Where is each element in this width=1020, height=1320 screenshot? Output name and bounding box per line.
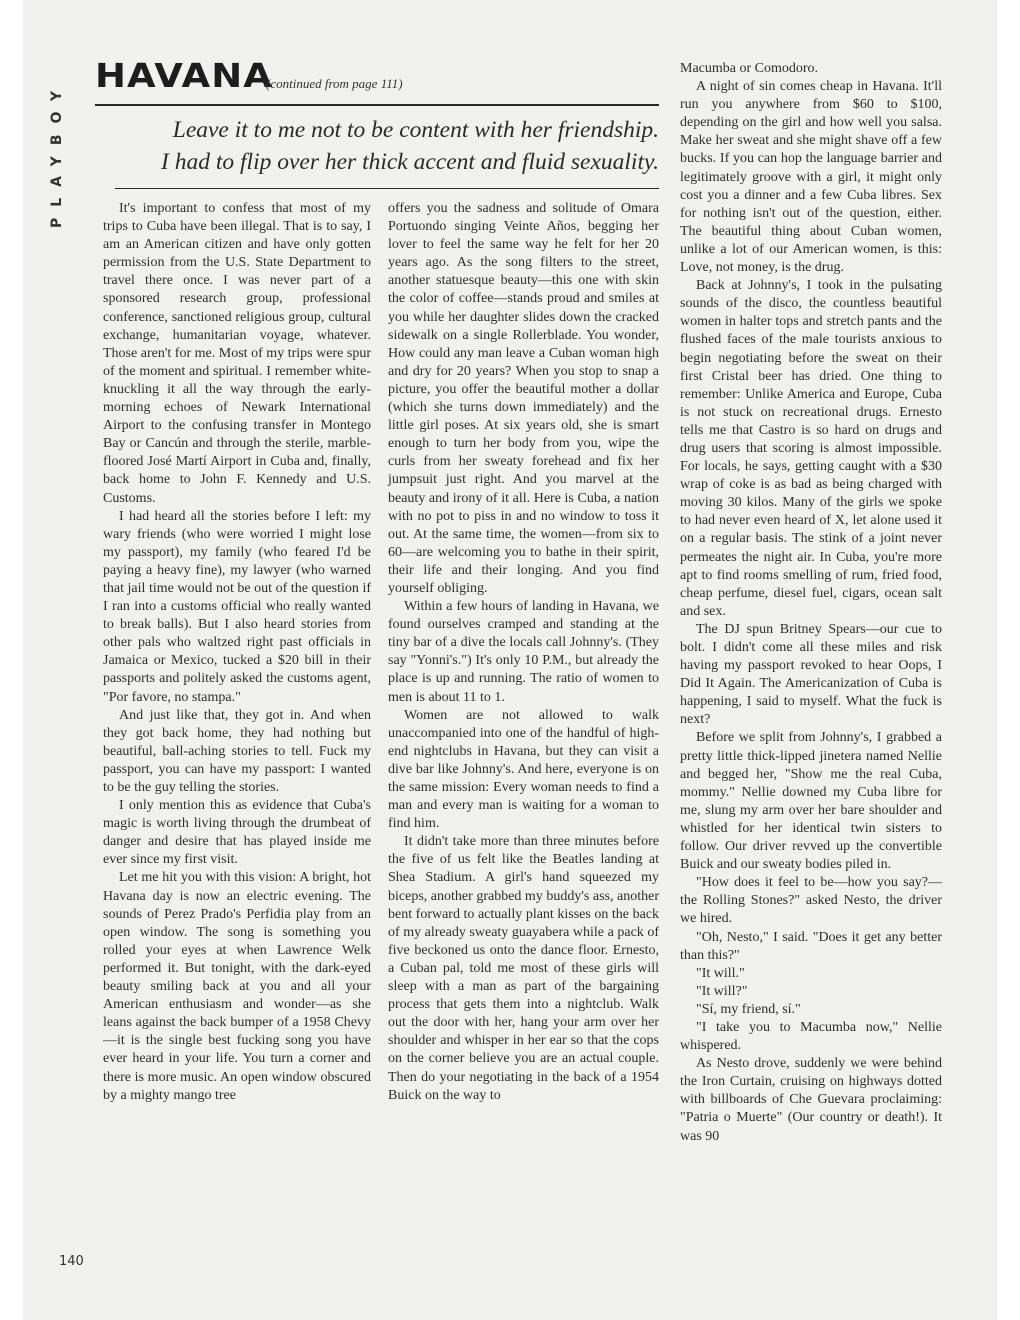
paragraph: It didn't take more than three minutes before the five of us felt like the Beatles landing at Shea Stadium. A girl's hand squeezed my biceps, another grabbed my buddy's ass, another bent forward to actually plant kisses on the back of my already sweaty guayabera while a pack of five beckoned us onto the dance floor. Ernesto, a Cuban pal, told me most of these girls will sleep with a man as part of the bargaining process that gets them into a nightclub. Walk out the door with her, hang your arm over her shoulder and whisper in her ear so that the cops on the corner believe you are an actual couple. Then do your negotiating in the back of a 1954 Buick on the way to bbox=[388, 834, 659, 1103]
paragraph: Women are not allowed to walk unaccompanied into one of the handful of high-end nightclubs in Havana, but they can visit a dive bar like Johnny's. And here, everyone is on the same mission: Every woman needs to find a man and every man is waiting for a woman to find him. bbox=[388, 707, 659, 832]
paragraph: "It will?" bbox=[696, 983, 748, 999]
paragraph: offers you the sadness and solitude of Omara Portuondo singing Veinte Años, begging her lover to feel the same way he felt for her 20 years ago. As the song filters to the street, another statuesque beauty—this one with skin the color of coffee—stands proud and smiles at you while her daughter slides down the cracked sidewalk on a single Rollerblade. You wonder, How could any man leave a Cuban woman high and dry for 20 years? When you stop to snap a picture, you offer the beautiful mother a dollar (which she turns down immediately) and the little girl poses. At six years old, she is smart enough to turn her body from you, wipe the curls from her sweaty forehead and fix her jumpsuit just right. And you marvel at the beauty and irony of it all. Here is Cuba, a nation with no pot to piss in and no window to toss it out. At the same time, the women—from six to 60—are welcoming you to bathe in their spirit, their life and their longing. And you find yourself obliging. bbox=[388, 201, 659, 596]
paragraph: It's important to confess that most of my trips to Cuba have been illegal. That is to say, I am an American citizen and have only gotten permission from the U.S. State Department to travel there once. I was never part of a sponsored research group, professional conference, sanctioned religious group, cultural exchange, humanitarian voyage, whatever. Those aren't for me. Most of my trips were spur of the moment and spiritual. I remember white-knuckling it all the way through the early-morning echoes of Newark International Airport to the confusing transfer in Montego Bay or Cancún and through the sterile, marble-floored José Martí Airport in Cuba and, finally, back home to John F. Kennedy and U.S. Customs. bbox=[103, 201, 371, 506]
paragraph: I had heard all the stories before I left: my wary friends (who were worried I might lose my passport), my family (who feared I'd be paying a heavy fine), my lawyer (who warned that jail time would not be out of the question if I ran into a customs official who really wanted to break balls). But I also heard stories from other pals who waltzed right past officials in Jamaica or Mexico, tucked a $20 bill in their passports and politely asked the customs agent, "Por favore, no stampa." bbox=[103, 508, 371, 705]
paragraph: Before we split from Johnny's, I grabbed a pretty little thick-lipped jinetera named Nellie and begged her, "Show me the real Cuba, mommy." Nellie downed my Cuba libre for me, slung my arm over her bare shoulder and whistled for her identical twin sisters to follow. Our driver revved up the convertible Buick and our sweaty bodies piled in. bbox=[680, 730, 942, 873]
paragraph: Back at Johnny's, I took in the pulsating sounds of the disco, the countless beautiful women in halter tops and stretch pants and the flushed faces of the male tourists anxious to begin negotiating before the sweat on their first Cristal beer has dried. One thing to remember: Unlike America and Europe, Cuba is not stuck on recreational drugs. Ernesto tells me that Castro is so hard on drugs and drug users that scoring is almost impossible. For locals, he says, getting caught with a $30 wrap of coke is as bad as being charged with moving 30 kilos. Many of the girls we spoke to had never even heard of X, let alone used it on a regular basis. The stink of a joint never permeates the night air. In Cuba, you're more apt to find rooms smelling of rum, fried food, cheap perfume, diesel fuel, cigars, ocean salt and sex. bbox=[680, 278, 942, 619]
paragraph: "Sí, my friend, sí." bbox=[696, 1001, 801, 1017]
pull-quote bbox=[119, 114, 659, 178]
magazine-page bbox=[23, 0, 997, 1320]
paragraph: Macumba or Comodoro. bbox=[680, 61, 819, 76]
paragraph: I only mention this as evidence that Cuba's magic is worth living through the drumbeat of danger and desire that has played inside me ever since my first visit. bbox=[103, 798, 371, 868]
pull-quote-line: Leave it to me not to be content with her friendship. bbox=[172, 117, 659, 143]
bottom-rule bbox=[115, 188, 659, 189]
paragraph: "I take you to Macumba now," Nellie whispered. bbox=[680, 1019, 942, 1054]
paragraph: A night of sin comes cheap in Havana. It'll run you anywhere from $60 to $100, depending on the girl and how well you salsa. Make her sweat and she might shave off a few bucks. If you can hop the language barrier and legitimately groove with a girl, it might only cost you a dinner and a few Cuba libres. Sex for nothing isn't out of the question, either. The beautiful thing about Cuban women, unlike a lot of our American women, is this: Love, not money, is the drug. bbox=[680, 79, 942, 276]
paragraph: "How does it feel to be—how you say?—the Rolling Stones?" asked Nesto, the driver we hired. bbox=[680, 875, 942, 927]
paragraph: "Oh, Nesto," I said. "Does it get any better than this?" bbox=[680, 929, 942, 963]
paragraph: Let me hit you with this vision: A bright, hot Havana day is now an electric evening. The sounds of Perez Prado's Perfidia play from an open window. The song is something you rolled your eyes at when Lawrence Welk performed it. But tonight, with the dark-eyed beauty smiling back at you and all your American enthusiasm and wonder—as she leans against the back bumper of a 1958 Chevy—it is the single best fucking song you have ever heard in your life. You turn a corner and there is more music. An open window obscured by a mighty mango tree bbox=[103, 870, 371, 1103]
paragraph: And just like that, they got in. And when they got back home, they had nothing but beautiful, ball-aching stories to tell. Fuck my passport, you can have my passport: I wanted to be the guy telling the stories. bbox=[103, 707, 371, 795]
top-rule bbox=[95, 104, 659, 106]
paragraph: The DJ spun Britney Spears—our cue to bolt. I didn't come all these miles and risk having my passport revoked to hear Oops, I Did It Again. The Americanization of Cuba is happening, I said to myself. What the fuck is next? bbox=[680, 621, 942, 728]
continued-note: (continued from page 111) bbox=[266, 76, 403, 91]
paragraph: "It will." bbox=[696, 965, 745, 981]
paragraph: Within a few hours of landing in Havana, we found ourselves cramped and standing at the tiny bar of a dive the locals call Johnny's. (They say "Yonni's.") It's only 10 P.M., but already the place is up and running. The ratio of women to men is about 11 to 1. bbox=[388, 599, 659, 705]
page-number: 140 bbox=[59, 1254, 84, 1269]
magazine-name: PLAYBOY bbox=[49, 79, 65, 228]
article-title: HAVANA bbox=[95, 56, 273, 95]
text-column-1 bbox=[103, 200, 371, 1105]
text-column-3 bbox=[680, 60, 942, 1146]
paragraph: As Nesto drove, suddenly we were behind the Iron Curtain, cruising on highways dotted with billboards of Che Guevara proclaiming: "Patria o Muerte" (Our country or death!). It was 90 bbox=[680, 1056, 942, 1144]
pull-quote-line: I had to flip over her thick accent and fluid sexuality. bbox=[161, 149, 659, 175]
text-column-2 bbox=[388, 200, 659, 1105]
